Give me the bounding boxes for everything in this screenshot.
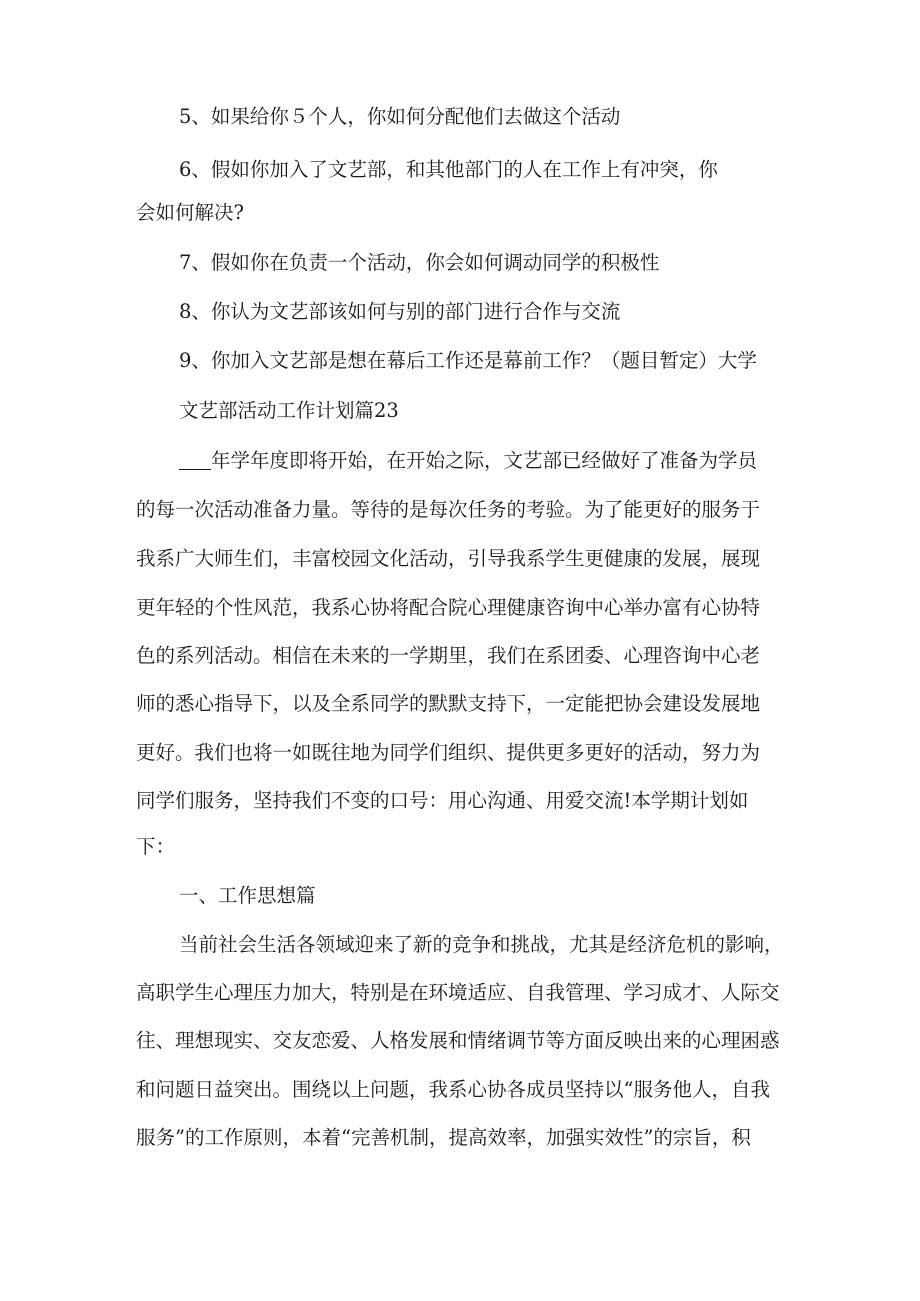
body-line-3: 往、理想现实、交友恋爱、人格发展和情绪调节等方面反映出来的心理困惑	[136, 1029, 780, 1052]
section-title: 文艺部活动工作计划篇23	[179, 399, 399, 422]
intro-line-1	[179, 451, 757, 471]
question-8: 8、你认为文艺部该如何与别的部门进行合作与交流	[179, 300, 621, 323]
question-7: 7、假如你在负责一个活动，你会如何调动同学的积极性	[179, 251, 660, 274]
question-5: 5、如果给你５个人，你如何分配他们去做这个活动	[179, 105, 621, 128]
question-9: 9、你加入文艺部是想在幕后工作还是幕前工作？（题目暂定）大学	[179, 349, 757, 372]
body-line-2: 高职学生心理压力加大，特别是在环境适应、自我管理、学习成才、人际交	[136, 981, 780, 1004]
question-6-line-1: 6、假如你加入了文艺部，和其他部门的人在工作上有冲突，你	[179, 158, 718, 181]
intro-line-5: 色的系列活动。相信在未来的一学期里，我们在系团委、心理咨询中心老	[136, 644, 761, 667]
heading-work-philosophy: 一、工作思想篇	[179, 884, 316, 907]
intro-line-7: 更好。我们也将一如既往地为同学们组织、提供更多更好的活动，努力为	[136, 741, 761, 764]
intro-line-2: 的每一次活动准备力量。等待的是每次任务的考验。为了能更好的服务于	[136, 498, 761, 521]
body-line-1: 当前社会生活各领域迎来了新的竞争和挑战，尤其是经济危机的影响，	[179, 933, 784, 956]
intro-line-3: 我系广大师生们，丰富校园文化活动，引导我系学生更健康的发展，展现	[136, 547, 761, 570]
intro-line-6: 师的悉心指导下，以及全系同学的默默支持下，一定能把协会建设发展地	[136, 692, 761, 715]
intro-line-4: 更年轻的个性风范，我系心协将配合院心理健康咨询中心举办富有心协特	[136, 596, 761, 619]
fill-in-blank	[179, 468, 211, 470]
body-line-4: 和问题日益突出。围绕以上问题，我系心协各成员坚持以“服务他人，自我	[136, 1078, 770, 1101]
body-line-5: 服务”的工作原则，本着“完善机制，提高效率，加强实效性”的宗旨，积	[136, 1126, 751, 1149]
intro-line-8: 同学们服务，坚持我们不变的口号：用心沟通、用爱交流!本学期计划如	[136, 789, 749, 812]
intro-line-9: 下：	[136, 835, 176, 858]
question-6-line-2: 会如何解决?	[136, 201, 244, 224]
intro-line-1-text: 年学年度即将开始，在开始之际，文艺部已经做好了准备为学员	[211, 449, 758, 472]
